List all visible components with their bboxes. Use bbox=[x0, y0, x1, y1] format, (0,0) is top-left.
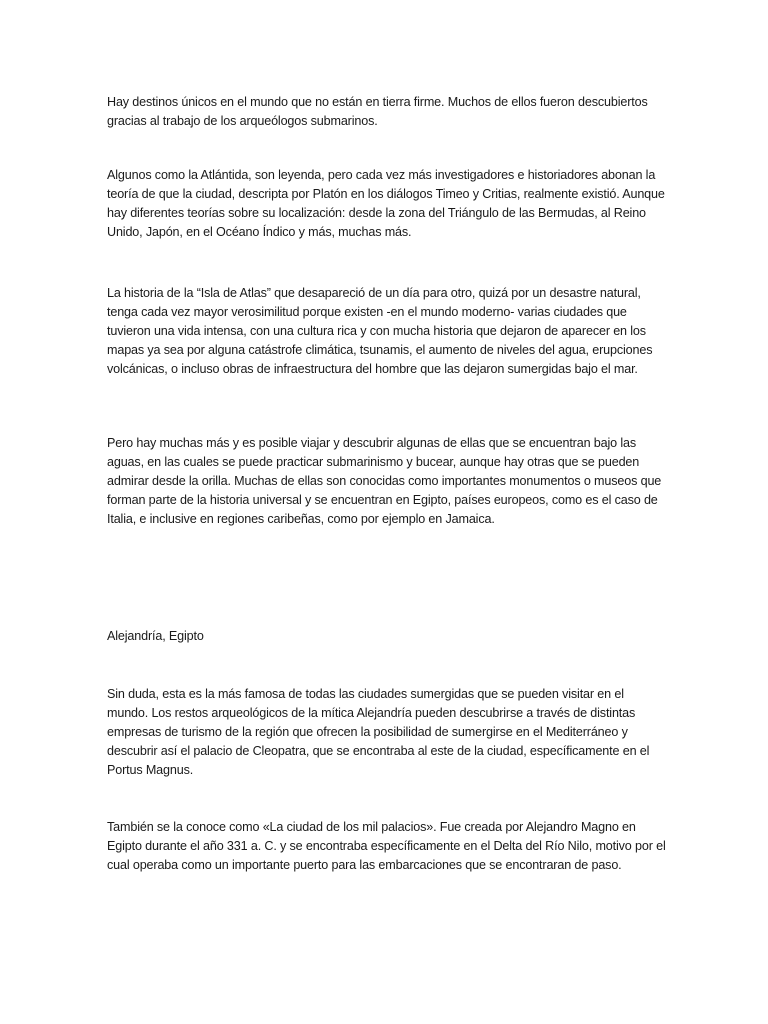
intro-paragraph: Hay destinos únicos en el mundo que no están en tierra firme. Muchos de ellos fueron descubiertos gracias al trabajo de los arqueólogos submarinos. bbox=[107, 95, 648, 128]
section-heading-alejandria: Alejandría, Egipto bbox=[107, 629, 204, 643]
alejandria-paragraph-1: Sin duda, esta es la más famosa de todas las ciudades sumergidas que se pueden visitar en el mundo. Los restos arqueológicos de la mítica Alejandría pueden descubrirse a través de distintas empresas de turismo de la región que ofrecen la posibilidad de sumergirse en el Mediterráneo y descubrir así el palacio de Cleopatra, que se encontraba al este de la ciudad, específicamente en el Portus Magnus. bbox=[107, 687, 650, 777]
isla-de-atlas-paragraph: La historia de la “Isla de Atlas” que desapareció de un día para otro, quizá por un desastre natural, tenga cada vez mayor verosimilitud porque existen -en el mundo moderno- varias ciudades que tuvieron una vida intensa, con una cultura rica y con mucha historia que dejaron de aparecer en los mapas ya sea por alguna catástrofe climática, tsunamis, el aumento de niveles del agua, erupciones volcánicas, o incluso obras de infraestructura del hombre que las dejaron sumergidas bajo el mar. bbox=[107, 286, 653, 376]
underwater-cities-paragraph: Pero hay muchas más y es posible viajar y descubrir algunas de ellas que se encuentran bajo las aguas, en las cuales se puede practicar submarinismo y bucear, aunque hay otras que se pueden admirar desde la orilla. Muchas de ellas son conocidas como importantes monumentos o museos que forman parte de la historia universal y se encuentran en Egipto, países europeos, como es el caso de Italia, e inclusive en regiones caribeñas, como por ejemplo en Jamaica. bbox=[107, 436, 662, 526]
atlantis-paragraph: Algunos como la Atlántida, son leyenda, pero cada vez más investigadores e historiadores abonan la teoría de que la ciudad, descripta por Platón en los diálogos Timeo y Critias, realmente existió. Aunque hay diferentes teorías sobre su localización: desde la zona del Triángulo de las Bermudas, al Reino Unido, Japón, en el Océano Índico y más, muchas más. bbox=[107, 168, 665, 239]
alejandria-paragraph-2: También se la conoce como «La ciudad de los mil palacios». Fue creada por Alejandro Magno en Egipto durante el año 331 a. C. y se encontraba específicamente en el Delta del Río Nilo, motivo por el cual operaba como un importante puerto para las embarcaciones que se encontraran de paso. bbox=[107, 820, 666, 872]
